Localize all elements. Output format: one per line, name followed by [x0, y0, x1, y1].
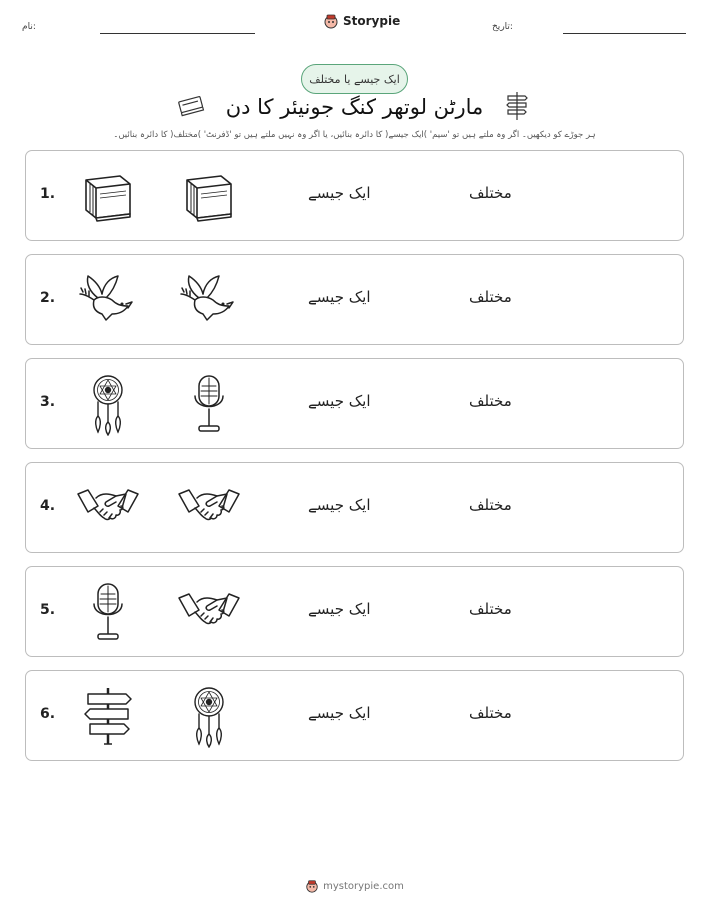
- handshake-icon: [177, 476, 241, 540]
- same-option[interactable]: ایک جیسے: [308, 600, 371, 618]
- name-label: نام:: [22, 22, 36, 32]
- book-icon: [76, 164, 140, 228]
- same-option[interactable]: ایک جیسے: [308, 392, 371, 410]
- row-number: 5.: [40, 602, 56, 618]
- different-option[interactable]: مختلف: [469, 184, 512, 202]
- same-option[interactable]: ایک جیسے: [308, 288, 371, 306]
- signpost-icon: [505, 90, 529, 122]
- instructions-text: ہر جوڑے کو دیکھیں۔ اگر وہ ملتے ہیں تو 'سیم' )ایک جیسے( کا دائرہ بنائیں، یا اگر وہ نہیں ملتے ہیں تو 'ڈفرنٹ' )مختلف( کا دائرہ بنائیں۔: [113, 130, 596, 140]
- storypie-mascot-icon: [305, 879, 319, 893]
- brand-logo: [323, 13, 400, 29]
- date-line[interactable]: [563, 33, 686, 34]
- dove-icon: [76, 268, 140, 332]
- signpost-icon: [76, 684, 140, 748]
- book-icon: [177, 164, 241, 228]
- dreamcatcher-icon: [76, 372, 140, 436]
- microphone-icon: [76, 580, 140, 644]
- row-4: [25, 462, 684, 553]
- row-5: [25, 566, 684, 657]
- dreamcatcher-icon: [177, 684, 241, 748]
- footer: [0, 879, 709, 893]
- same-option[interactable]: ایک جیسے: [308, 704, 371, 722]
- row-6: [25, 670, 684, 761]
- page-title: مارٹن لوتھر کنگ جونیئر کا دن: [225, 95, 484, 119]
- different-option[interactable]: مختلف: [469, 704, 512, 722]
- row-3: [25, 358, 684, 449]
- row-number: 2.: [40, 290, 56, 306]
- row-number: 1.: [40, 186, 56, 202]
- dove-icon: [177, 268, 241, 332]
- different-option[interactable]: مختلف: [469, 288, 512, 306]
- name-line[interactable]: [100, 33, 255, 34]
- different-option[interactable]: مختلف: [469, 496, 512, 514]
- storypie-mascot-icon: [323, 13, 339, 29]
- microphone-icon: [177, 372, 241, 436]
- worksheet-type-badge: ایک جیسے یا مختلف: [301, 64, 408, 94]
- same-option[interactable]: ایک جیسے: [308, 496, 371, 514]
- row-number: 4.: [40, 498, 56, 514]
- handshake-icon: [177, 580, 241, 644]
- row-1: [25, 150, 684, 241]
- row-2: [25, 254, 684, 345]
- handshake-icon: [76, 476, 140, 540]
- different-option[interactable]: مختلف: [469, 392, 512, 410]
- row-number: 6.: [40, 706, 56, 722]
- row-number: 3.: [40, 394, 56, 410]
- different-option[interactable]: مختلف: [469, 600, 512, 618]
- same-option[interactable]: ایک جیسے: [308, 184, 371, 202]
- brand-name: Storypie: [343, 14, 401, 28]
- date-label: تاریخ:: [492, 22, 513, 32]
- footer-url[interactable]: mystorypie.com: [323, 880, 404, 892]
